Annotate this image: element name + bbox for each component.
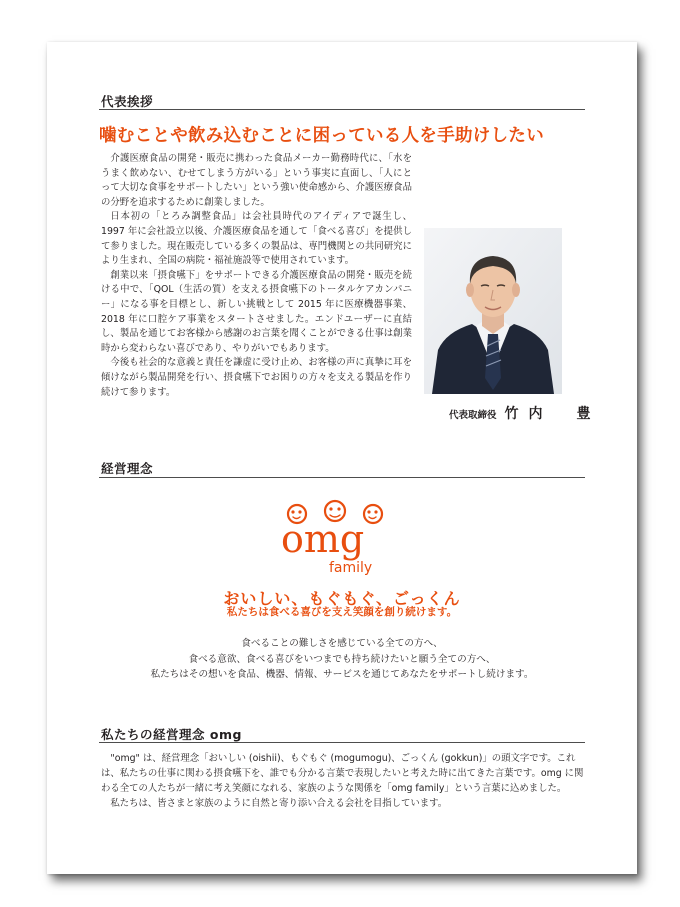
- document-page: [47, 42, 637, 874]
- omg-logo-graphic: [277, 496, 397, 576]
- message-paragraph: 創業以来「摂食嚥下」をサポートできる介護医療食品の開発・販売を続ける中で、「QOL（生活の質）を支える摂食嚥下のトータルケアカンパニー」になる事を目標とし、新しい挑戦として 2015 年に医療機器事業、2018 年に口腔ケア事業をスタートさせました。エンドユーザーに直結し、製品を通じてお客様から感謝のお言葉を聞くことができる仕事は創業時から変わらない喜びであり、やりがいでもあります。: [101, 269, 412, 354]
- ceo-name: 竹内 豊: [504, 406, 601, 422]
- omg-logo-sub: family: [329, 560, 373, 576]
- omg-logo-word: omg: [281, 517, 365, 561]
- philosophy-line: 食べる意欲、食べる喜びをいつまでも持ち続けたいと願う全ての方へ、: [188, 653, 496, 665]
- philosophy-statement: [47, 636, 637, 683]
- message-paragraph: 介護医療食品の開発・販売に携わった食品メーカー勤務時代に、「水をうまく飲めない、むせてしまう方がいる」という事実に直面し、「人にとって大切な食事をサポートしたい」という強い使命感から、介護医療食品の分野を追求するために創業しました。: [101, 153, 412, 208]
- ceo-portrait-illustration: [424, 228, 562, 394]
- section-divider: [99, 477, 585, 478]
- philosophy-tagline: おいしい、もぐもぐ、ごっくん: [223, 589, 461, 608]
- ceo-role: 代表取締役: [449, 410, 497, 421]
- message-section-title: 代表挨拶: [101, 94, 154, 109]
- omg-body: [101, 751, 587, 811]
- omg-paragraph: "omg" は、経営理念「おいしい (oishii)、もぐもぐ (mogumogu)、ごっくん (gokkun)」の頭文字です。これは、私たちの仕事に関わる摂食嚥下を、誰でも分かる言葉で表現したいと考えた時に出てきた言葉です。omg に関わる全ての人たちが一緒に考え笑顔になれる、家族のような関係を「omg family」という言葉に込めました。: [101, 753, 584, 794]
- philosophy-section-title: 経営理念: [101, 461, 154, 476]
- message-body: [101, 152, 412, 400]
- ceo-photo: [424, 228, 562, 394]
- philosophy-line: 私たちはその想いを食品、機器、情報、サービスを通じてあなたをサポートし続けます。: [150, 669, 534, 680]
- message-paragraph: 日本初の「とろみ調整食品」は会社員時代のアイディアで誕生し、1997 年に会社設立以後、介護医療食品を通して「食べる喜び」を提供して参りました。現在販売している多くの製品は、専門機関との共同研究により生まれ、全国の病院・福祉施設等で使用されています。: [101, 211, 412, 267]
- ceo-caption: [449, 403, 601, 423]
- section-divider: [99, 742, 585, 743]
- omg-section-title: 私たちの経営理念 omg: [101, 727, 242, 742]
- philosophy-subtagline: 私たちは食べる喜びを支え笑顔を創り続けます。: [226, 606, 458, 618]
- message-headline: 噛むことや飲み込むことに困っている人を手助けしたい: [99, 126, 544, 146]
- section-divider: [99, 109, 585, 110]
- omg-paragraph: 私たちは、皆さまと家族のように自然と寄り添い合える会社を目指しています。: [110, 798, 448, 809]
- philosophy-line: 食べることの難しさを感じている全ての方へ、: [241, 638, 443, 649]
- omg-family-logo: [277, 496, 397, 576]
- message-paragraph: 今後も社会的な意義と責任を謙虚に受け止め、お客様の声に真摯に耳を傾けながら製品開発を行い、摂食嚥下でお困りの方々を支える製品を作り続けて参ります。: [101, 357, 412, 398]
